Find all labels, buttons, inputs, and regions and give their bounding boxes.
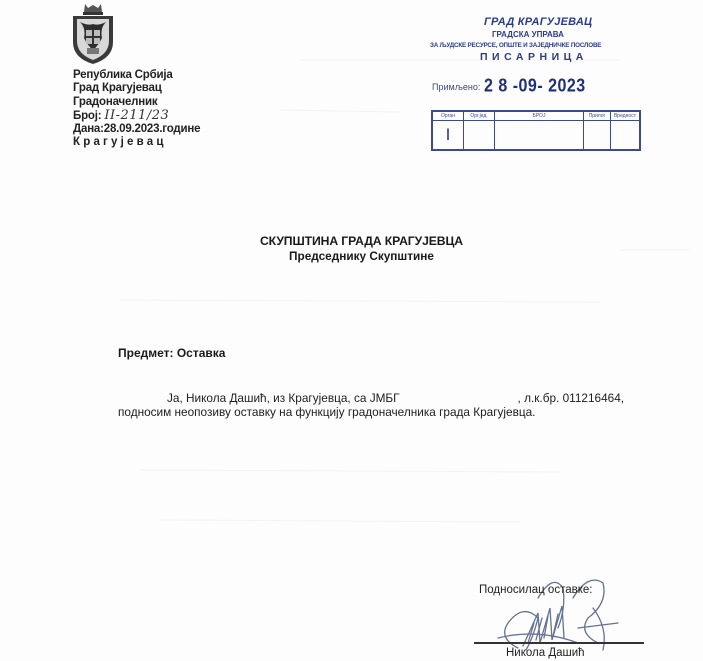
signature-label: Подносилац оставке: — [479, 584, 593, 596]
body-part-3: 011216464, подносим неопозиву оставку на функцију градоначелника града Крагујевца. — [118, 391, 625, 419]
sender-city: Град Крагујевац — [73, 82, 162, 95]
letter-body — [118, 392, 628, 419]
stamp-col-attachment: Прилог — [584, 111, 611, 121]
document-number-label: Број: — [73, 109, 102, 122]
stamp-cell-org-unit — [464, 121, 495, 151]
stamp-department: ЗА ЉУДСКЕ РЕСУРСЕ, ОПШТЕ И ЗАЈЕДНИЧКЕ ПОСЛОВЕ — [430, 42, 602, 49]
stamp-col-number: БРОЈ — [495, 111, 584, 121]
sender-office: Градоначелник — [73, 95, 158, 108]
stamp-table — [431, 110, 641, 151]
stamp-administration: ГРАДСКА УПРАВА — [492, 30, 564, 39]
addressee — [0, 234, 703, 264]
stamp-registry: ПИСАРНИЦА — [480, 51, 588, 63]
handwritten-signature-icon — [478, 568, 638, 658]
stamp-col-organ: Орган — [432, 111, 464, 121]
signatory-name: Никола Дашић — [506, 647, 585, 659]
stamp-received-label: Примљено: — [432, 82, 481, 92]
stamp-col-org-unit: Орг.јед. — [464, 111, 495, 121]
body-part-2: , л.к.бр. — [517, 391, 560, 405]
sender-block — [73, 69, 200, 150]
stamp-city: ГРАД КРАГУЈЕВАЦ — [484, 16, 593, 28]
stamp-cell-organ: I — [432, 121, 464, 151]
stamp-received-date: 2 8 -09- 2023 — [484, 76, 586, 97]
signature-line — [474, 642, 644, 644]
addressee-president: Председнику Скупштине — [289, 249, 434, 263]
stamp-cell-attachment — [584, 121, 611, 151]
sender-country: Република Србија — [73, 69, 173, 81]
document-number-value: II-211/23 — [104, 107, 170, 123]
stamp-col-value: Вредност — [611, 111, 641, 121]
document-number — [73, 109, 200, 123]
document-date: Дана:28.09.2023.године — [73, 123, 201, 136]
coat-of-arms-icon — [68, 2, 118, 66]
stamp-cell-number — [495, 121, 584, 151]
addressee-assembly: СКУПШТИНА ГРАДА КРАГУЈЕВЦА — [259, 234, 463, 248]
stamp-cell-value — [611, 121, 641, 151]
sender-city-spaced: Крагујевац — [73, 136, 167, 149]
body-part-1: Ја, Никола Дашић, из Крагујевца, са ЈМБГ — [167, 391, 400, 405]
subject-line: Предмет: Оставка — [118, 346, 226, 360]
